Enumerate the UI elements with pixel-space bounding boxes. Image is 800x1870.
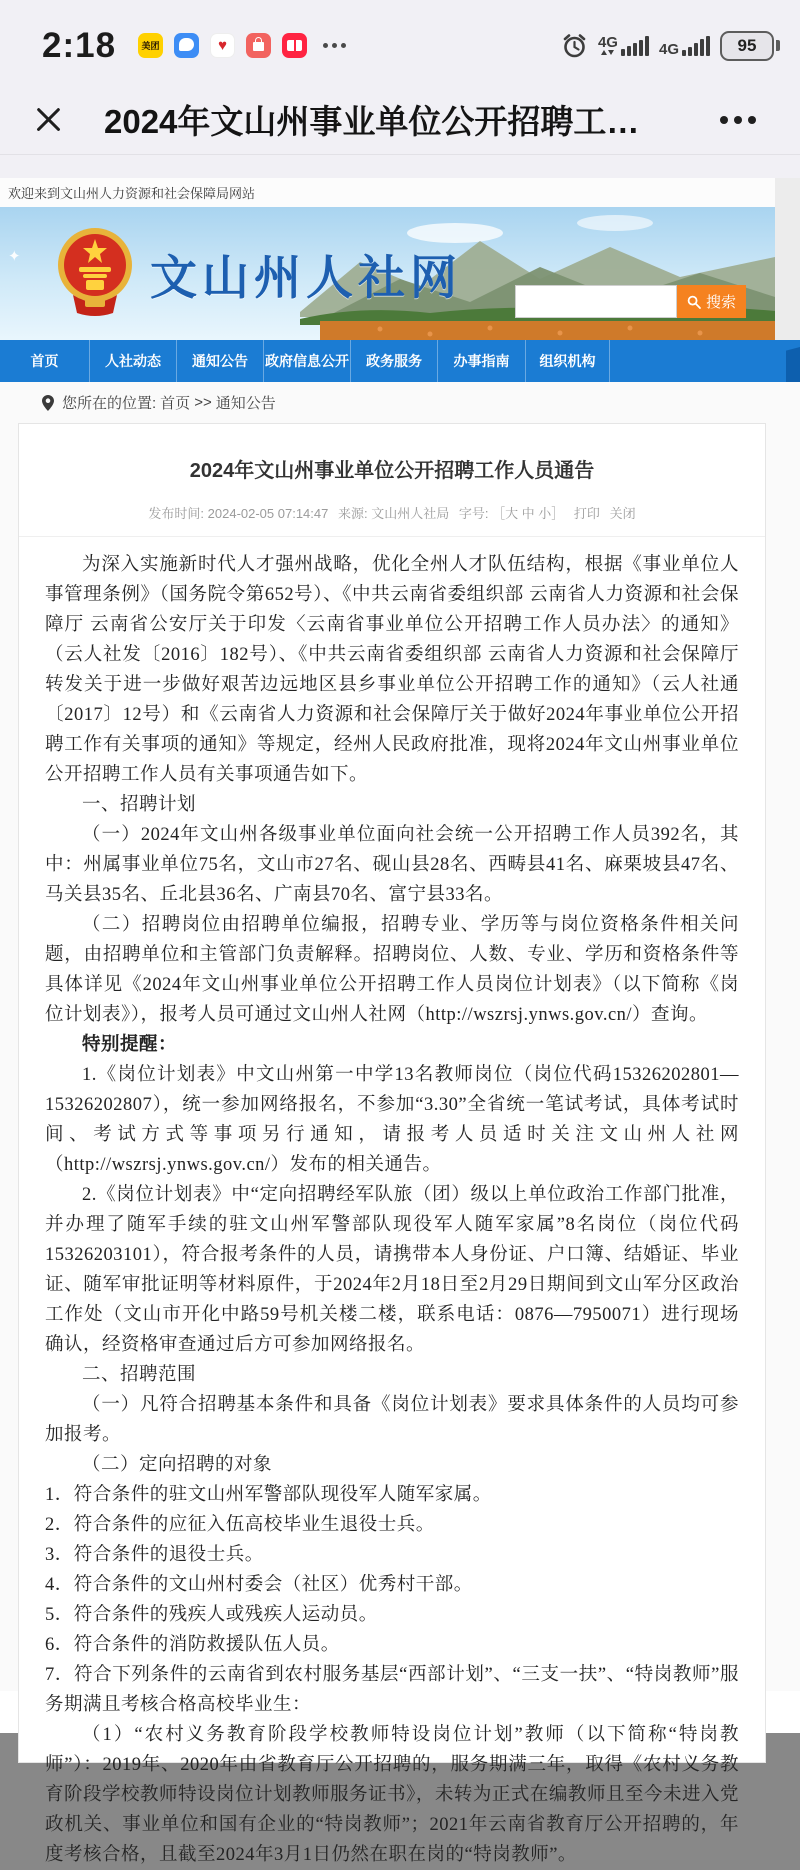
status-right (561, 31, 780, 61)
article-paragraph: 二、招聘范围 (82, 1365, 197, 1385)
article-paragraph: 5．符合条件的残疾人或残疾人运动员。 (45, 1605, 378, 1625)
status-bar (0, 0, 800, 85)
main-nav (0, 340, 800, 382)
close-article-button[interactable]: 关闭 (609, 506, 636, 521)
article-paragraph: （二）招聘岗位由招聘单位编报，招聘专业、学历等与岗位资格条件相关问题，由招聘单位和主管部门负责解释。招聘岗位、人数、专业、学历和资格条件等具体详见《2024年文山州事业单位公开招聘工作人员岗位计划表》（以下简称《岗位计划表》），报考人员可通过文山州人社网（http://wszrsj.ynws.gov.cn/）查询。 (45, 915, 739, 1025)
article-paragraph: （一）2024年文山州各级事业单位面向社会统一公开招聘工作人员392名，其中：州属事业单位75名，文山市27名、砚山县28名、西畴县41名、麻栗坡县47名、马关县35名、丘北县36名、广南县70名、富宁县33名。 (45, 825, 739, 905)
sim2-signal-indicator (659, 36, 710, 56)
location-pin-icon (42, 395, 54, 411)
font-size-switch[interactable]: 字号: ［大 中 小］ (458, 506, 565, 521)
alarm-clock-icon (561, 32, 588, 59)
sim2-signal-bars-icon (682, 36, 710, 56)
article-paragraph: 一、招聘计划 (82, 795, 197, 815)
banner-row (0, 207, 800, 340)
site-banner (0, 207, 775, 340)
article-card (18, 423, 766, 1865)
sparkle-decoration: ✦ (8, 248, 21, 265)
article-meta (19, 503, 765, 537)
nav-item-4[interactable]: 政府信息公开 (264, 340, 351, 382)
app-icons (138, 33, 307, 58)
breadcrumb-separator: >> (194, 394, 212, 411)
article-paragraph: 为深入实施新时代人才强州战略，优化全州人才队伍结构，根据《事业单位人事管理条例》（国务院令第652号）、《中共云南省委组织部 云南省人力资源和社会保障厅 云南省公安厅关于印发〈云南省事业单位公开招聘工作人员办法〉的通知》（云人社发〔2016〕182号）、《中共云南省委组织部 云南省人力资源和社会保障厅转发关于进一步做好艰苦边远地区县乡事业单位公开招聘工作的通知》（云人社通〔2017〕12号）和《云南省人力资源和社会保障厅关于做好2024年事业单位公开招聘工作有关事项的通知》等规定，经州人民政府批准，现将2024年文山州事业单位公开招聘工作人员有关事项通告如下。 (45, 555, 739, 785)
nav-item-7[interactable]: 组织机构 (526, 340, 610, 382)
article-paragraph: 4．符合条件的文山州村委会（社区）优秀村干部。 (45, 1575, 473, 1595)
nav-item-3[interactable]: 通知公告 (177, 340, 264, 382)
breadcrumb-prefix: 您所在的位置: (62, 395, 157, 412)
nav-item-6[interactable]: 办事指南 (438, 340, 526, 382)
page-body (0, 382, 800, 1865)
health-app-icon: ♥ (210, 33, 235, 58)
breadcrumb-current-link[interactable]: 通知公告 (215, 395, 276, 412)
welcome-row (0, 178, 800, 207)
nav-item-2[interactable]: 人社动态 (90, 340, 177, 382)
article-source: 来源: 文山州人社局 (337, 506, 450, 521)
more-notifications-icon (323, 43, 346, 48)
sim1-signal-bars-icon (621, 36, 649, 56)
close-icon[interactable] (34, 105, 64, 135)
site-name: 文山州人社网 (150, 253, 462, 305)
sim2-network-type: 4G (658, 40, 679, 58)
article-paragraph: （1）“农村义务教育阶段学校教师特设岗位计划”教师（以下简称“特岗教师”）：2019年、2020年由省教育厅公开招聘的，服务期满三年，取得《农村义务教育阶段学校教师特设岗位计划教师服务证书》，未转为正式在编教师且至今未进入党政机关、事业单位和国有企业的“特岗教师”；2021年云南省教育厅公开招聘的，年度考核合格，且截至2024年3月1日仍然在职在岗的“特岗教师”。 (45, 1725, 739, 1865)
article-title: 2024年文山州事业单位公开招聘工作人员通告 (189, 460, 595, 482)
nav-filler (610, 340, 800, 382)
article-paragraph: 2．符合条件的应征入伍高校毕业生退役士兵。 (45, 1515, 435, 1535)
meituan-app-icon: 美团 (138, 33, 163, 58)
huawei-store-app-icon (246, 33, 271, 58)
more-menu-icon[interactable] (720, 116, 756, 124)
nav-item-5[interactable]: 政务服务 (351, 340, 438, 382)
article-paragraph: 2.《岗位计划表》中“定向招聘经军队旅（团）级以上单位政治工作部门批准，并办理了随军手续的驻文山州军警部队现役军人随军家属”8名岗位（岗位代码15326203101），符合报考条件的人员，请携带本人身份证、户口簿、结婚证、毕业证、随军审批证明等材料原件，于2024年2月18日至2月29日期间到文山军分区政治工作处（文山市开化中路59号机关楼二楼，联系电话：0876—7950071）进行现场确认，经资格审查通过后方可参加网络报名。 (45, 1185, 739, 1355)
publish-time: 发布时间: 2024-02-05 07:14:47 (148, 506, 329, 521)
print-button[interactable]: 打印 (573, 506, 600, 521)
article-paragraph: （二）定向招聘的对象 (82, 1455, 273, 1475)
search-box (515, 285, 746, 318)
article-paragraph: 特别提醒： (82, 1035, 178, 1055)
article-paragraph: （一）凡符合招聘基本条件和具备《岗位计划表》要求具体条件的人员均可参加报考。 (45, 1395, 739, 1445)
national-emblem-logo (55, 223, 135, 319)
search-input[interactable] (515, 285, 677, 318)
messages-app-icon (174, 33, 199, 58)
breadcrumb-home-link[interactable]: 首页 (160, 395, 191, 412)
article-paragraph: 6．符合条件的消防救援队伍人员。 (45, 1635, 340, 1655)
nav-item-1[interactable]: 首页 (0, 340, 90, 382)
search-button[interactable] (677, 285, 746, 318)
clock-time: 2:18 (42, 25, 117, 65)
titlebar-gap (0, 155, 800, 178)
battery-percent: 95 (720, 31, 774, 61)
battery-indicator (720, 31, 780, 61)
search-icon (687, 295, 701, 309)
page-title: 2024年文山州事业单位公开招聘工… (104, 103, 640, 140)
data-updown-icon (601, 49, 614, 56)
webview-titlebar (0, 85, 800, 155)
welcome-text: 欢迎来到文山州人力资源和社会保障局网站 (8, 186, 256, 201)
sim1-signal-indicator (597, 33, 649, 56)
article-paragraph: 7．符合下列条件的云南省到农村服务基层“西部计划”、“三支一扶”、“特岗教师”服务期满且考核合格高校毕业生： (45, 1665, 739, 1715)
sim1-network-type: 4G (597, 33, 618, 51)
article-paragraph: 3．符合条件的退役士兵。 (45, 1545, 264, 1565)
article-paragraph: 1.《岗位计划表》中文山州第一中学13名教师岗位（岗位代码15326202801—15326202807），统一参加网络报名，不参加“3.30”全省统一笔试考试，具体考试时间、考试方式等事项另行通知，请报考人员适时关注文山州人社网（http://wszrsj.ynws.gov.cn/）发布的相关通告。 (45, 1065, 739, 1175)
breadcrumb (0, 382, 800, 423)
search-button-label: 搜索 (705, 294, 736, 311)
xiaohongshu-app-icon (282, 33, 307, 58)
article-paragraph: 1．符合条件的驻文山州军警部队现役军人随军家属。 (45, 1485, 492, 1505)
article-body (19, 537, 765, 1870)
battery-nub (776, 40, 780, 51)
